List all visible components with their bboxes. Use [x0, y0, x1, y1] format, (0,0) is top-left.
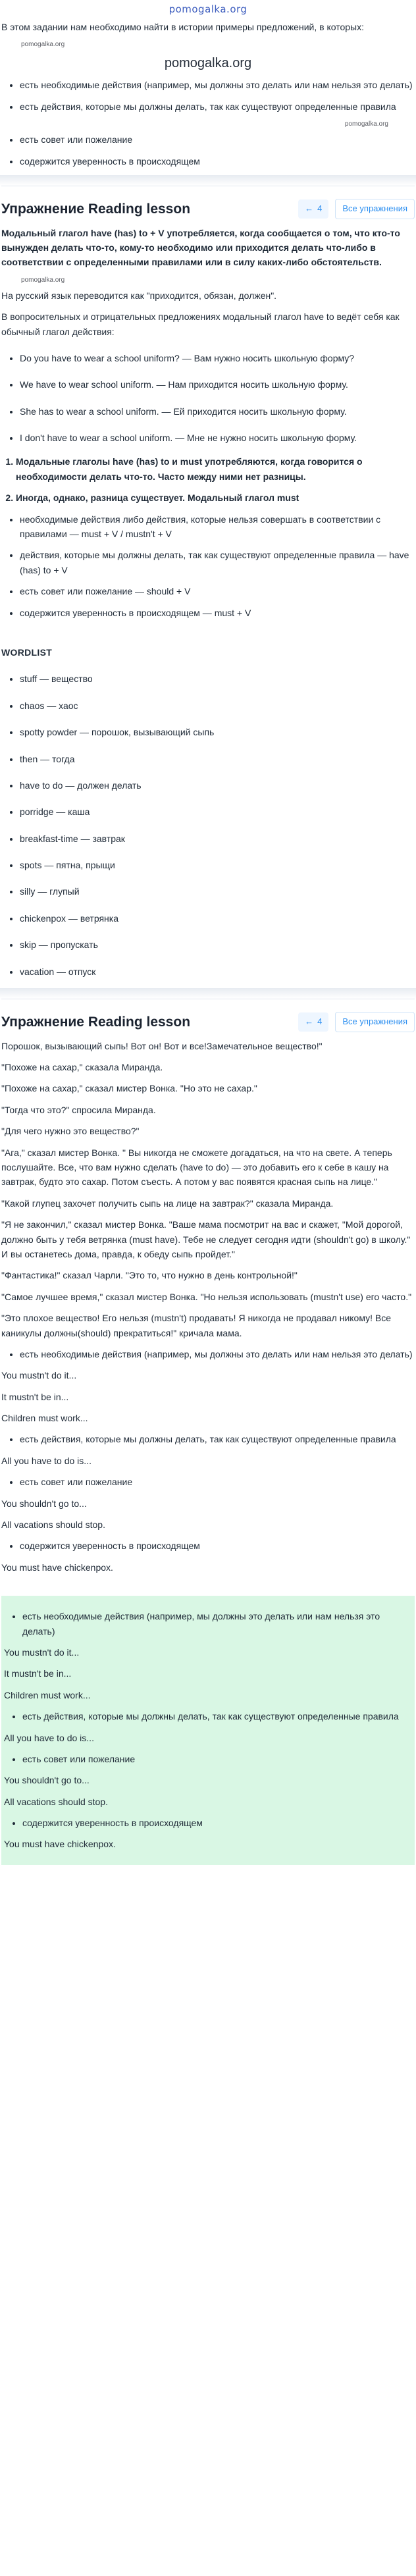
section-title: Упражнение Reading lesson [1, 1014, 191, 1030]
examples-list [1, 351, 415, 446]
answer-list [4, 1752, 412, 1766]
rule-paragraph: Модальный глагол have (has) to + V употребляется, когда сообщается о том, что кто-то вынужден делать что-то, кому-то необходимо или приходится делать что-либо в соответствии с определенными правилами или в силу каких-либо обстоятельств. [1, 227, 400, 268]
list-item: • I don't have to wear a school uniform. — Мне не нужно носить школьную форму. [20, 431, 415, 445]
story-paragraph: "Для чего нужно это вещество?" [1, 1126, 140, 1137]
list-item: • есть необходимые действия (например, мы должны это делать или нам нельзя это делать) [20, 1347, 415, 1361]
list-item: • We have to wear school uniform. — Нам приходится носить школьную форму. [20, 377, 415, 392]
list-item: • chickenpox — ветрянка [20, 911, 415, 926]
story-paragraph: "Похоже на сахар," сказал мистер Вонка. "Но это не сахар." [1, 1083, 257, 1094]
list-item: 2. Иногда, однако, разница существует. Модальный глагол must [16, 490, 415, 505]
watermark: pomogalka.org [21, 276, 65, 284]
prev-exercise-button[interactable] [298, 199, 328, 219]
list-item: • skip — пропускать [20, 937, 415, 952]
list-item: • есть совет или пожелание [20, 132, 415, 147]
arrow-left-icon: ← [305, 203, 314, 214]
header-tools [298, 199, 415, 219]
answer-list [4, 1816, 412, 1830]
watermark: pomogalka.org [344, 120, 388, 128]
list-item: • есть совет или пожелание [22, 1752, 412, 1766]
answer-line: You shouldn't go to... [4, 1775, 90, 1786]
story-paragraph: "Я не закончил," сказал мистер Вонка. "Ваше мама посмотрит на вас и скажет, "Мой дорогой, должно быть у тебя ветрянка (must have). Тебе не следует сегодня идти (shouldn't go) в школу." И вы останетесь дома, правда, к обеду сыпь пройдет." [1, 1219, 411, 1259]
list-item: • есть действия, которые мы должны делать, так как существуют определенные правила [22, 1709, 412, 1723]
intro-lead: В этом задании нам необходимо найти в истории примеры предложений, в которых: [1, 22, 364, 32]
list-item: • есть действия, которые мы должны делать, так как существуют определенные правила [20, 99, 415, 114]
all-exercises-button[interactable]: Все упражнения [335, 1012, 415, 1032]
answer-box [1, 1596, 415, 1865]
exercise-section-1 [1, 186, 415, 632]
answer-line: All vacations should stop. [1, 1519, 105, 1531]
story-paragraph: "Фантастика!" сказал Чарли. "Это то, что нужно в день контрольной!" [1, 1270, 298, 1281]
section-title: Упражнение Reading lesson [1, 201, 191, 217]
watermark: pomogalka.org [164, 56, 252, 71]
answer-line: You must have chickenpox. [1, 1562, 113, 1573]
answer-line: Children must work... [4, 1689, 91, 1700]
list-item: • silly — глупый [20, 884, 415, 899]
section-header [1, 1007, 415, 1039]
answer-line: All you have to do is... [4, 1732, 94, 1743]
list-item: • have to do — должен делать [20, 778, 415, 793]
translation-paragraph: На русский язык переводится как "приходится, обязан, должен". [1, 290, 277, 301]
list-item: • содержится уверенность в происходящем [20, 154, 415, 169]
question-paragraph: В вопросительных и отрицательных предложениях модальный глагол have to ведёт себя как обычный глагол действия: [1, 311, 400, 337]
wordlist-title: WORDLIST [1, 646, 53, 658]
numbered-list [1, 454, 415, 505]
list-item: • then — тогда [20, 752, 415, 766]
list-item: • есть необходимые действия (например, мы должны это делать или нам нельзя это делать) [22, 1609, 412, 1639]
list-item: • есть действия, которые мы должны делать, так как существуют определенные правила [20, 1432, 415, 1446]
story-paragraph: "Это плохое вещество! Его нельзя (mustn't) продавать! Я никогда не продавал никому! Все каникулы должны(should) прекратиться!" кричала мама. [1, 1313, 392, 1338]
story-paragraph: "Ага," сказал мистер Вонка. " Вы никогда не сможете догадаться, на что на свете. А теперь послушайте. Все, что вам нужно сделать (have to do) — это добавить его к себе в кашу на завтрак, будто это сахар. Потом съесть. А потом у вас появятся красная сыпь на лице." [1, 1147, 392, 1188]
story-paragraph: "Какой глупец захочет получить сыпь на лице на завтрак?" сказала Миранда. [1, 1197, 334, 1209]
list-item: • spots — пятна, прыщи [20, 858, 415, 872]
answer-line: You mustn't do it... [4, 1646, 80, 1658]
list-item: • Do you have to wear a school uniform? — Вам нужно носить школьную форму? [20, 351, 415, 365]
exercise-number: 4 [317, 203, 323, 214]
answer-line: You shouldn't go to... [1, 1498, 87, 1509]
task-list [1, 1475, 415, 1489]
list-item: • есть совет или пожелание — should + V [20, 584, 415, 598]
answer-list [4, 1609, 412, 1639]
list-item: • содержится уверенность в происходящем [20, 1538, 415, 1553]
list-item: • необходимые действия либо действия, которые нельзя совершать в соответствии с правилами — must + V / mustn't + V [20, 512, 415, 542]
answer-line: All vacations should stop. [4, 1796, 108, 1807]
task-list [1, 1538, 415, 1553]
all-exercises-button[interactable]: Все упражнения [335, 199, 415, 219]
task-list [1, 1347, 415, 1361]
header-tools [298, 1012, 415, 1032]
story-paragraph: "Тогда что это?" спросила Миранда. [1, 1104, 156, 1115]
list-item: • breakfast-time — завтрак [20, 831, 415, 846]
list-item: • есть необходимые действия (например, мы должны это делать или нам нельзя это делать) [20, 78, 415, 92]
list-item: • содержится уверенность в происходящем [22, 1816, 412, 1830]
list-item: • vacation — отпуск [20, 964, 415, 979]
intro-list [1, 78, 415, 169]
list-item: • chaos — хаос [20, 698, 415, 713]
wordlist [1, 671, 415, 979]
exercise-section-2 [1, 999, 415, 1587]
exercise-number: 4 [317, 1016, 323, 1027]
section-header [1, 194, 415, 226]
list-item: • spotty powder — порошок, вызывающий сыпь [20, 725, 415, 739]
list-item: • porridge — каша [20, 804, 415, 819]
story-paragraph: Порошок, вызывающий сыпь! Вот он! Вот и все!Замечательное вещество!" [1, 1040, 323, 1051]
site-logo[interactable]: pomogalka.org [169, 3, 247, 15]
content [0, 20, 416, 1865]
list-item: • содержится уверенность в происходящем — must + V [20, 606, 415, 620]
story-paragraph: "Самое лучшее время," сказал мистер Вонка. "Но нельзя использовать (mustn't use) его часто." [1, 1291, 412, 1302]
rules-list [1, 512, 415, 620]
divider [0, 175, 416, 186]
answer-line: You mustn't do it... [1, 1370, 77, 1381]
divider [0, 988, 416, 999]
answer-list [4, 1709, 412, 1723]
list-item: • stuff — вещество [20, 671, 415, 686]
answer-line: It mustn't be in... [1, 1391, 69, 1402]
story-paragraph: "Похоже на сахар," сказала Миранда. [1, 1062, 163, 1073]
list-item: 1. Модальные глаголы have (has) to и must употребляются, когда говорится о необходимости делать что-то. Часто между ними нет разницы. [16, 454, 415, 484]
answer-line: You must have chickenpox. [4, 1839, 116, 1850]
task-list [1, 1432, 415, 1446]
arrow-left-icon: ← [305, 1016, 314, 1027]
top-bar [0, 0, 416, 20]
answer-line: It mustn't be in... [4, 1668, 72, 1679]
prev-exercise-button[interactable] [298, 1012, 328, 1032]
list-item: • She has to wear a school uniform. — Ей приходится носить школьную форму. [20, 404, 415, 419]
list-item: • есть совет или пожелание [20, 1475, 415, 1489]
answer-line: Children must work... [1, 1413, 88, 1424]
answer-line: All you have to do is... [1, 1455, 91, 1466]
watermark: pomogalka.org [21, 41, 65, 49]
list-item: • действия, которые мы должны делать, так как существуют определенные правила — have (has) to + V [20, 548, 415, 577]
